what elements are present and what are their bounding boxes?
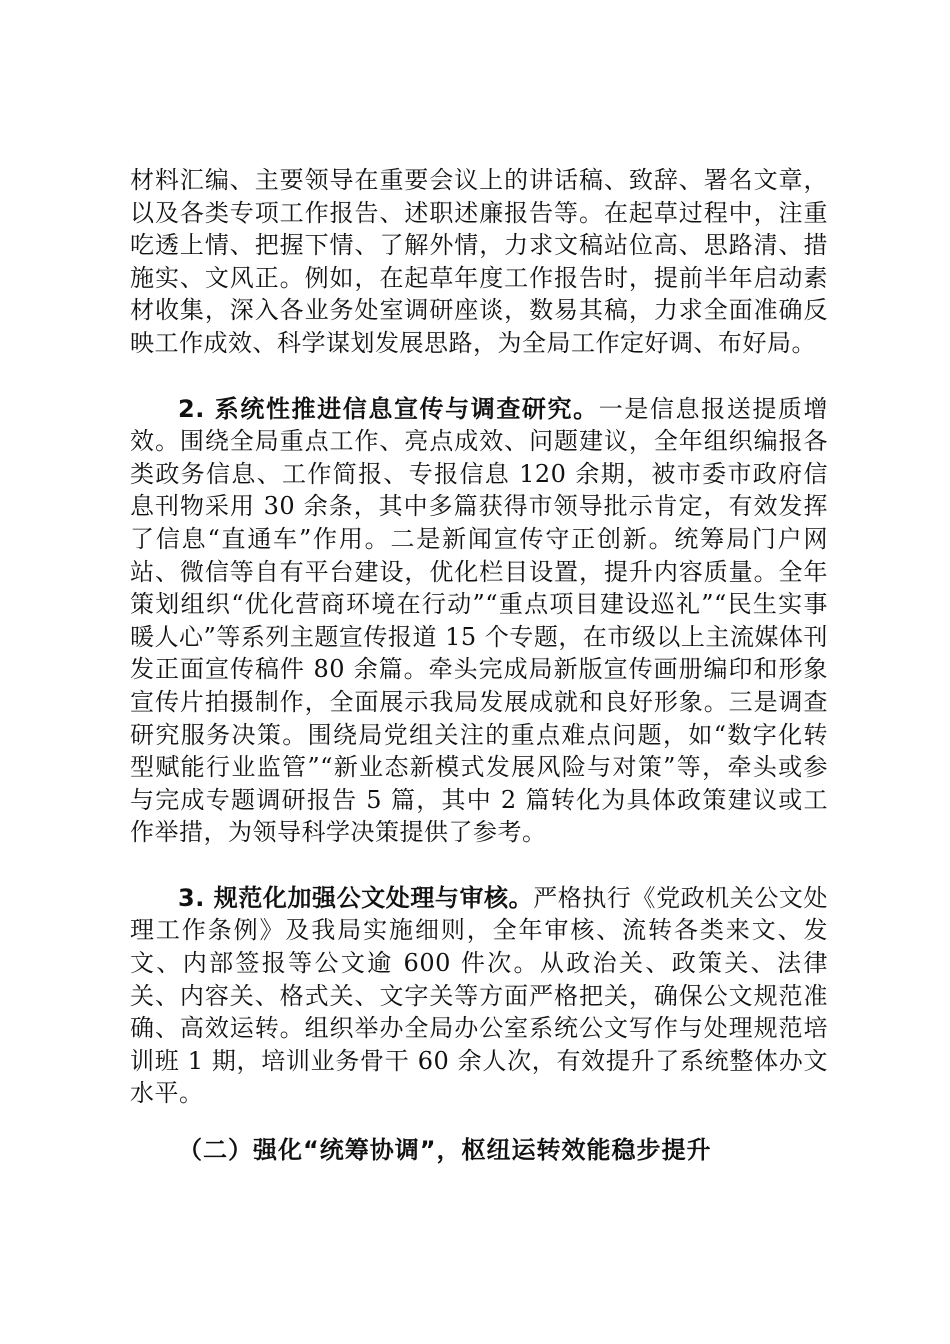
paragraph-item-2 (130, 393, 828, 849)
item-2-body-text: 一是信息报送提质增效。围绕全局重点工作、亮点成效、问题建议，全年组织编报各类政务信息、工作简报、专报信息 120 余期，被市委市政府信息刊物采用 30 余条，其中多篇获得市领导批示肯定，有效发挥了信息“直通车”作用。二是新闻宣传守正创新。统筹局门户网站、微信等自有平台建设，优化栏目设置，提升内容质量。全年策划组织“优化营商环境在行动”“重点项目建设巡礼”“民生实事暖人心”等系列主题宣传报道 15 个专题，在市级以上主流媒体刊发正面宣传稿件 80 余篇。牵头完成局新版宣传画册编印和形象宣传片拍摄制作，全面展示我局发展成就和良好形象。三是调查研究服务决策。围绕局党组关注的重点难点问题，如“数字化转型赋能行业监管”“新业态新模式发展风险与对策”等，牵头或参与完成专题调研报告 5 篇，其中 2 篇转化为具体政策建议或工作举措，为领导科学决策提供了参考。 (130, 394, 829, 847)
document-body (130, 164, 828, 1167)
item-3-lead-heading: 3. 规范化加强公文处理与审核。 (178, 883, 534, 912)
paragraph-item-3 (130, 882, 828, 1110)
item-3-body-text: 严格执行《党政机关公文处理工作条例》及我局实施细则，全年审核、流转各类来文、发文、内部签报等公文逾 600 件次。从政治关、政策关、法律关、内容关、格式关、文字关等方面严格把关，确保公文规范准确、高效运转。组织举办全局办公室系统公文写作与处理规范培训班 1 期，培训业务骨干 60 余人次，有效提升了系统整体办文水平。 (130, 883, 829, 1108)
paragraph-drafting-materials: 材料汇编、主要领导在重要会议上的讲话稿、致辞、署名文章，以及各类专项工作报告、述职述廉报告等。在起草过程中，注重吃透上情、把握下情、了解外情，力求文稿站位高、思路清、措施实、文风正。例如，在起草年度工作报告时，提前半年启动素材收集，深入各业务处室调研座谈，数易其稿，力求全面准确反映工作成效、科学谋划发展思路，为全局工作定好调、布好局。 (130, 166, 828, 357)
section-heading-coordination: （二）强化“统筹协调”，枢纽运转效能稳步提升 (178, 1136, 712, 1165)
item-2-lead-heading: 2. 系统性推进信息宣传与调查研究。 (178, 394, 599, 423)
